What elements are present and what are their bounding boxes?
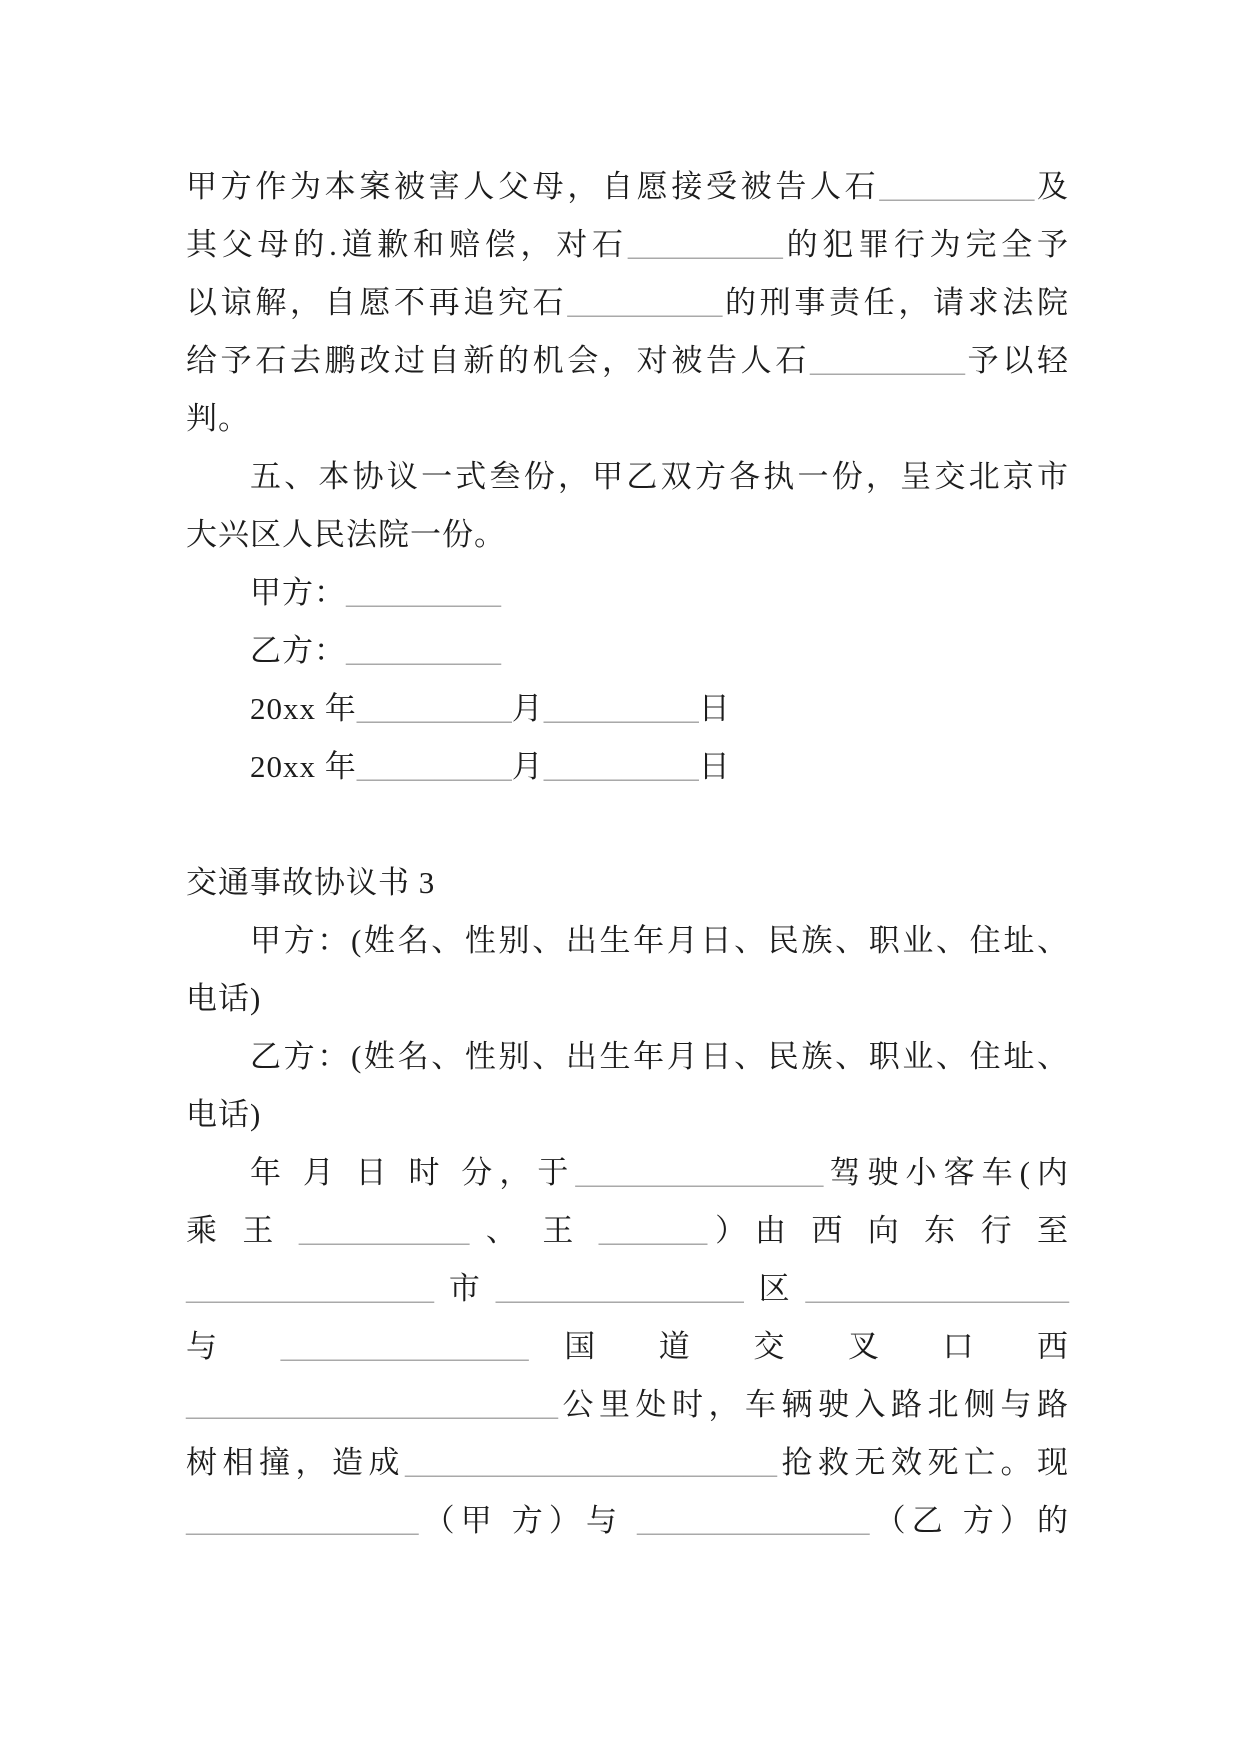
- blank-field: _______: [598, 1213, 708, 1248]
- text-run: 甲方：(姓名、性别、出生年月日、民族、职业、住址、: [250, 923, 1069, 958]
- blank-field: __________: [356, 749, 512, 784]
- accident-description-line: [186, 1260, 1069, 1318]
- para-forgiveness-line: [186, 158, 1069, 216]
- text-run: 其父母的.道歉和赔偿，对石: [186, 227, 628, 262]
- text-run: 日: [698, 691, 731, 726]
- document-body: [186, 158, 1069, 1550]
- text-run: 乙方：(姓名、性别、出生年月日、民族、职业、住址、: [250, 1039, 1069, 1074]
- text-run: 日: [698, 749, 731, 784]
- text-run: 区: [743, 1271, 806, 1306]
- para-copies-line: [186, 448, 1069, 506]
- text-run: 甲方：: [250, 575, 346, 610]
- blank-field: __________: [346, 633, 501, 668]
- text-run: 与: [186, 1329, 281, 1364]
- text-run: 五、本协议一式叁份，甲乙双方各执一份，呈交北京市: [250, 459, 1069, 494]
- text-run: 月: [511, 691, 544, 726]
- party-b-info-line: [186, 1086, 1069, 1144]
- blank-field: __________: [543, 691, 699, 726]
- text-run: （甲 方）与: [418, 1503, 637, 1538]
- blank-field: __________: [567, 285, 723, 320]
- blank-field: ________________: [575, 1155, 824, 1190]
- party-b-signature-line: [186, 622, 1069, 680]
- blank-field: ________________________: [186, 1387, 558, 1422]
- text-run: 交通事故协议书 3: [186, 865, 436, 900]
- blank-field: _______________: [186, 1503, 419, 1538]
- blank-field: ________________: [186, 1271, 434, 1306]
- para-forgiveness-line: [186, 274, 1069, 332]
- blank-field: ________________: [495, 1271, 744, 1306]
- text-run: 树相撞，造成: [186, 1445, 405, 1480]
- text-run: 给予石去鹏改过自新的机会，对被告人石: [186, 343, 810, 378]
- text-run: 判。: [186, 401, 250, 436]
- text-run: 大兴区人民法院一份。: [186, 517, 506, 552]
- para-forgiveness-line: [186, 332, 1069, 390]
- para-forgiveness-line: [186, 390, 1069, 448]
- blank-field: __________: [543, 749, 699, 784]
- blank-field: __________: [627, 227, 783, 262]
- text-run: 抢救无效死亡。现: [777, 1445, 1069, 1480]
- section-heading: [186, 854, 1069, 912]
- text-run: 驾驶小客车(内: [823, 1155, 1070, 1190]
- date-line: [186, 738, 1069, 796]
- party-a-info-line: [186, 912, 1069, 970]
- text-run: 予以轻: [965, 343, 1069, 378]
- blank-field: ________________________: [405, 1445, 777, 1480]
- text-run: （乙 方）的: [869, 1503, 1069, 1538]
- blank-spacer-line: [186, 796, 1069, 854]
- text-run: 以谅解，自愿不再追究石: [186, 285, 568, 320]
- text-run: 、 王: [469, 1213, 599, 1248]
- party-a-signature-line: [186, 564, 1069, 622]
- accident-description-line: [186, 1318, 1069, 1376]
- text-run: 20xx 年: [250, 691, 357, 726]
- text-run: ）由 西 向 东 行 至: [707, 1213, 1070, 1248]
- party-a-info-line: [186, 970, 1069, 1028]
- blank-field: __________: [346, 575, 501, 610]
- text-run: 乘 王: [186, 1213, 299, 1248]
- accident-description-line: [186, 1144, 1069, 1202]
- text-run: 市: [434, 1271, 496, 1306]
- blank-field: __________: [879, 169, 1035, 204]
- blank-field: ___________: [298, 1213, 470, 1248]
- date-line: [186, 680, 1069, 738]
- text-run: 月: [511, 749, 544, 784]
- party-b-info-line: [186, 1028, 1069, 1086]
- accident-description-line: [186, 1434, 1069, 1492]
- accident-description-line: [186, 1492, 1069, 1550]
- blank-field: ________________: [280, 1329, 529, 1364]
- text-run: 年 月 日 时 分，于: [250, 1155, 576, 1190]
- blank-field: _________________: [805, 1271, 1069, 1306]
- accident-description-line: [186, 1202, 1069, 1260]
- text-run: 及: [1034, 169, 1070, 204]
- para-copies-line: [186, 506, 1069, 564]
- text-run: 乙方：: [250, 633, 346, 668]
- text-run: 的刑事责任，请求法院: [722, 285, 1070, 320]
- blank-field: _______________: [637, 1503, 870, 1538]
- accident-description-line: [186, 1376, 1069, 1434]
- text-run: 的犯罪行为完全予: [782, 227, 1070, 262]
- text-run: 20xx 年: [250, 749, 357, 784]
- text-run: 国 道 交 叉 口 西: [528, 1329, 1070, 1364]
- text-run: 公里处时，车辆驶入路北侧与路: [558, 1387, 1069, 1422]
- text-run: 甲方作为本案被害人父母，自愿接受被告人石: [186, 169, 880, 204]
- text-run: 电话): [186, 1097, 262, 1132]
- blank-field: __________: [356, 691, 512, 726]
- text-run: 电话): [186, 981, 262, 1016]
- blank-field: __________: [810, 343, 965, 378]
- para-forgiveness-line: [186, 216, 1069, 274]
